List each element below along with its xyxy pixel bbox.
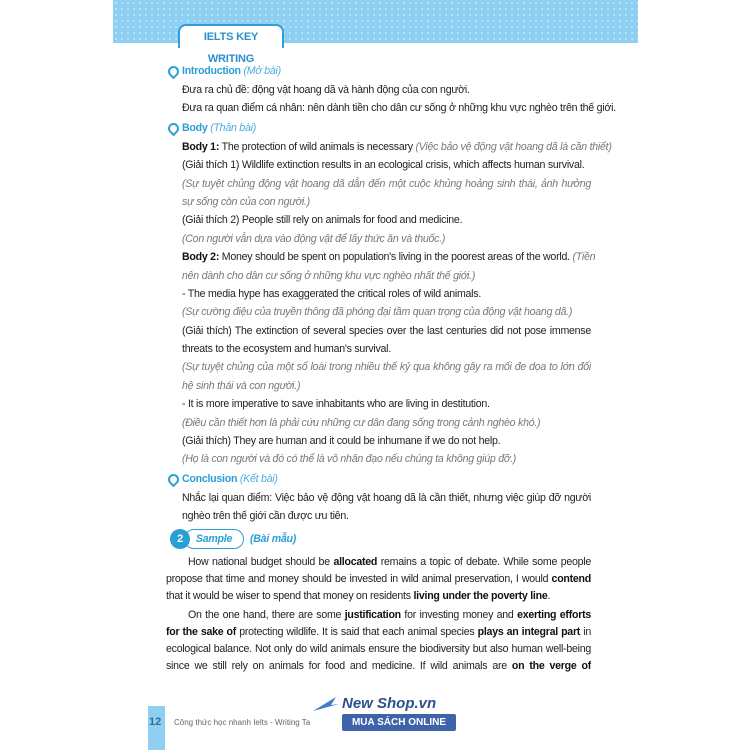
text-line: since we still rely on animals for food and medicine. If wild animals are on the verge of [166, 659, 591, 672]
text-line: On the one hand, there are some justification for investing money and exerting efforts [188, 608, 591, 621]
section-number: 2 [170, 529, 190, 549]
text-line: that it would be wiser to spend that money on residents living under the poverty line. [166, 589, 551, 602]
text-line: Body 1: The protection of wild animals is necessary (Việc bảo vệ động vật hoang dã là cần thiết) [182, 140, 612, 153]
page-content [166, 61, 616, 675]
text-line: sự sống còn của con người.) [182, 195, 310, 208]
location-pin-icon [166, 64, 182, 80]
newshop-logo-icon [312, 696, 340, 712]
sample-heading [170, 529, 591, 551]
text-line: How national budget should be allocated remains a topic of debate. While some people [188, 555, 591, 568]
text-line: nên dành cho dân cư sống ở những khu vực nghèo nhất thế giới.) [182, 269, 476, 282]
text-line: (Sự cường điệu của truyền thông đã phóng đại tầm quan trọng của động vật hoang dã.) [182, 306, 573, 319]
sample-label: Sample [184, 529, 244, 549]
footer-title: Công thức học nhanh Ielts - Writing Ta [174, 718, 311, 727]
text-line: - The media hype has exaggerated the critical roles of wild animals. [182, 287, 482, 300]
text-line: propose that time and money should be invested in wild animal preservation, I would contend [166, 572, 591, 585]
buy-online-button[interactable]: MUA SÁCH ONLINE [342, 714, 456, 731]
text-line: Body 2: Money should be spent on population's living in the poorest areas of the world. (Tiền [182, 251, 596, 264]
location-pin-icon [166, 121, 182, 137]
section-conclusion: Conclusion (Kết bài) [166, 469, 591, 489]
watermark-brand: New Shop.vn [342, 695, 437, 712]
text-line: nghèo trên thế giới cần được ưu tiên. [182, 510, 349, 523]
location-pin-icon [166, 472, 182, 488]
section-introduction: Introduction (Mở bài) [166, 61, 591, 81]
text-line: (Họ là con người và đó có thể là vô nhân đạo nếu chúng ta không giúp đỡ.) [182, 453, 517, 466]
text-line: (Con người vẫn dựa vào động vật để lấy thức ăn và thuốc.) [182, 232, 446, 245]
page-number-strip [148, 706, 165, 750]
text-line: ecological balance. Not only do wild animals ensure the biodiversity but also human well-being [166, 642, 591, 655]
text-line: hệ sinh thái và con người.) [182, 379, 301, 392]
text-line: (Giải thích 2) People still rely on animals for food and medicine. [182, 214, 463, 227]
header-tab: IELTS KEY WRITING [178, 24, 284, 48]
section-body: Body (Thân bài) [166, 118, 591, 138]
text-line: (Giải thích) The extinction of several species over the last centuries did not pose immense [182, 324, 591, 337]
text-line: (Sự tuyệt chủng của một số loài trong nhiều thế kỷ qua không gây ra mối đe dọa to lớn đối [182, 361, 591, 374]
text-line: (Giải thích 1) Wildlife extinction results in an ecological crisis, which affects human survival. [182, 159, 585, 172]
text-line: - It is more imperative to save inhabitants who are living in destitution. [182, 398, 490, 411]
text-line: (Giải thích) They are human and it could be inhumane if we do not help. [182, 435, 501, 448]
text-line: Đưa ra chủ đề: động vật hoang dã và hành động của con người. [182, 84, 470, 96]
sample-vi: (Bài mẫu) [250, 532, 297, 545]
text-line: threats to the ecosystem and human's survival. [182, 343, 391, 356]
text-line: for the sake of protecting wildlife. It is said that each animal species plays an integral part in [166, 625, 591, 638]
text-line: (Điều cần thiết hơn là phải cứu những cư dân đang sống trong cảnh nghèo khó.) [182, 416, 541, 429]
text-line: (Sự tuyệt chủng động vật hoang dã dẫn đến một cuộc khủng hoảng sinh thái, ảnh hưởng [182, 177, 591, 190]
page-number: 12 [149, 716, 162, 728]
text-line: Nhắc lại quan điểm: Việc bảo vệ động vật hoang dã là cần thiết, nhưng việc giúp đỡ người [182, 491, 591, 504]
text-line: Đưa ra quan điểm cá nhân: nên dành tiền cho dân cư sống ở những khu vực nghèo trên thế giới. [182, 102, 616, 115]
